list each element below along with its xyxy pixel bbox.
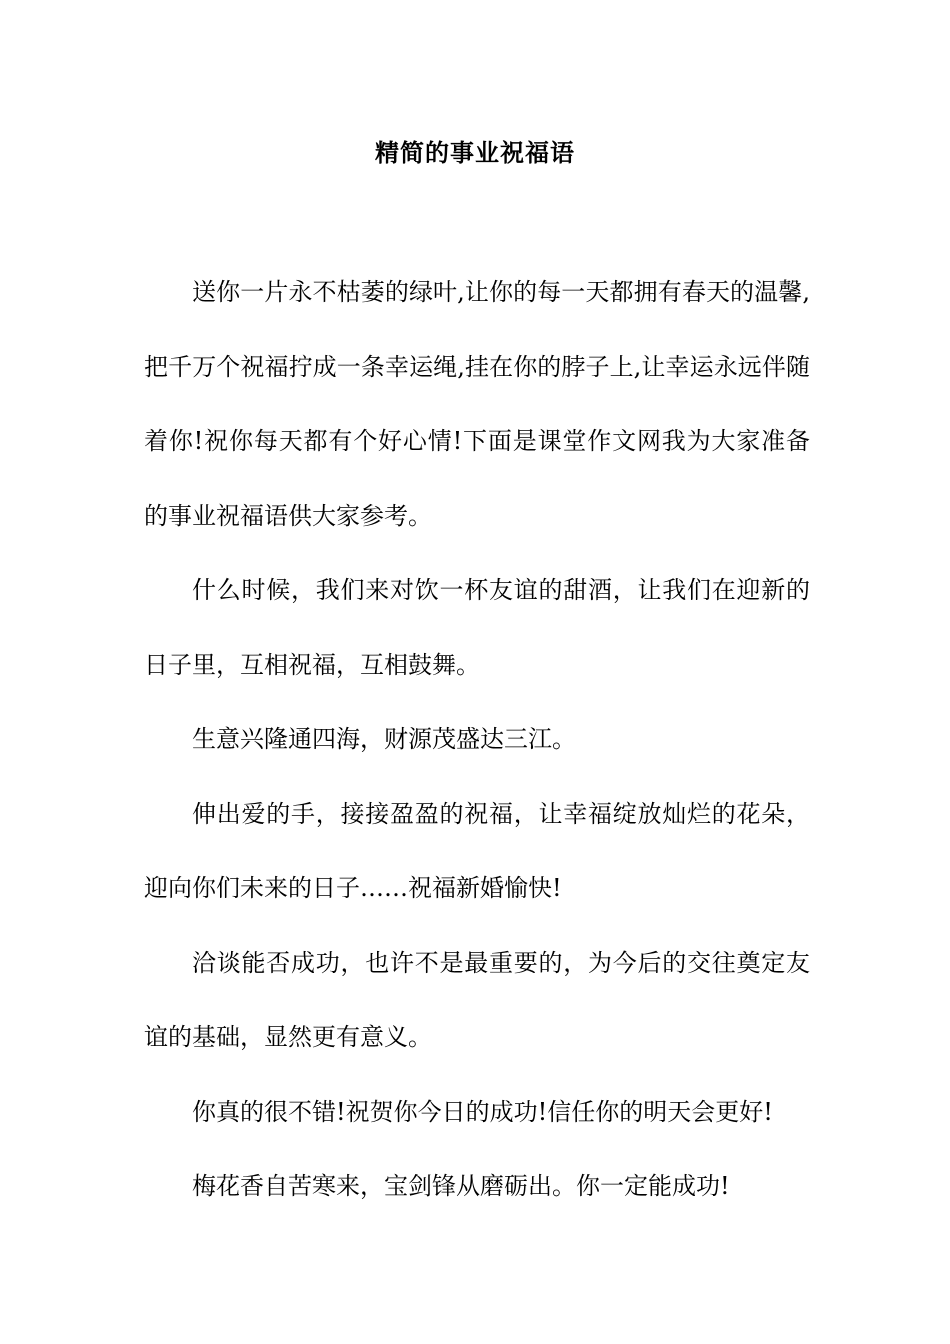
document-title: 精简的事业祝福语 bbox=[375, 138, 575, 167]
paragraph-encouragement: 梅花香自苦寒来，宝剑锋从磨砺出。你一定能成功! bbox=[192, 1172, 730, 1200]
paragraph-congratulation: 你真的很不错!祝贺你今日的成功!信任你的明天会更好! bbox=[192, 1097, 773, 1126]
paragraph-friendship-toast: 什么时候，我们来对饮一杯友谊的甜酒，让我们在迎新的日子里，互相祝福，互相鼓舞。 bbox=[144, 576, 810, 679]
paragraph-business-prosperity: 生意兴隆通四海，财源茂盛达三江。 bbox=[192, 725, 576, 753]
paragraph-negotiation: 洽谈能否成功，也许不是最重要的，为今后的交往奠定友谊的基础，显然更有意义。 bbox=[144, 948, 810, 1051]
paragraph-intro: 送你一片永不枯萎的绿叶,让你的每一天都拥有春天的温馨,把千万个祝福拧成一条幸运绳,挂在你的脖子上,让幸运永远伴随着你!祝你每天都有个好心情!下面是课堂作文网我为大家准备的事业祝福语供大家参考。 bbox=[144, 278, 810, 530]
paragraph-wedding-blessing: 伸出爱的手，接接盈盈的祝福，让幸福绽放灿烂的花朵，迎向你们未来的日子……祝福新婚愉快! bbox=[144, 799, 810, 902]
document-body bbox=[144, 255, 810, 1224]
